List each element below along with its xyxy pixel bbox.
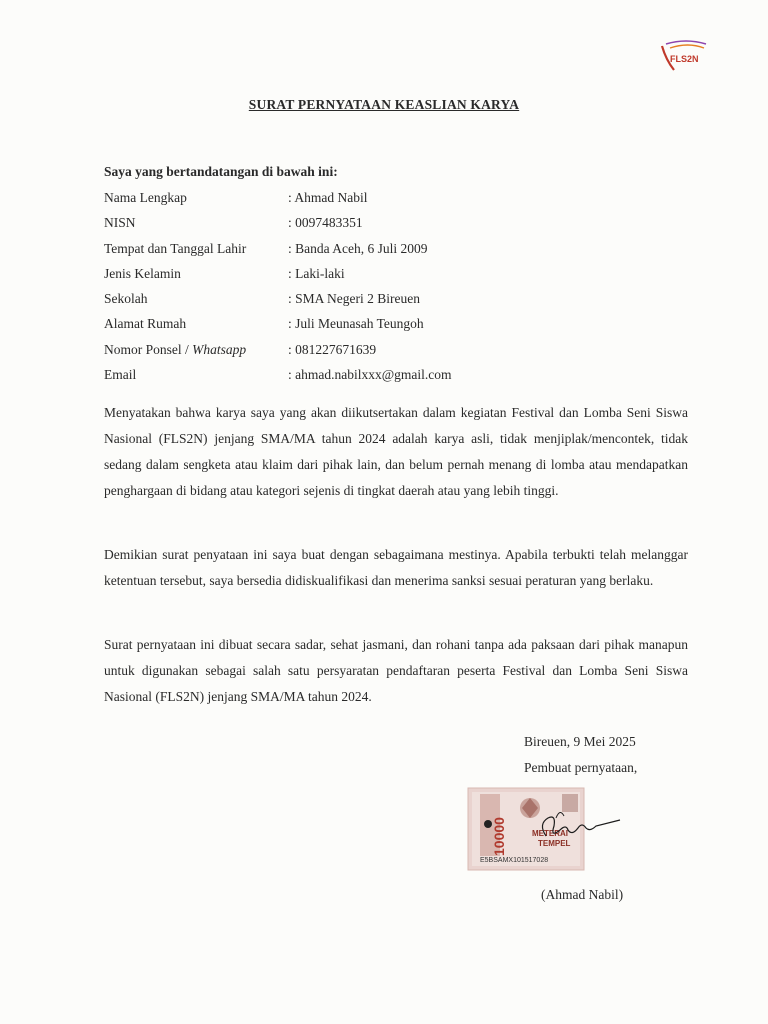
field-value: : 0097483351 bbox=[288, 215, 363, 231]
svg-text:FLS2N: FLS2N bbox=[670, 54, 699, 64]
fls2n-logo bbox=[656, 38, 712, 74]
svg-text:TEMPEL: TEMPEL bbox=[538, 839, 571, 848]
field-label: Nama Lengkap bbox=[104, 190, 187, 205]
whatsapp-italic: Whatsapp bbox=[192, 341, 247, 357]
document-title: SURAT PERNYATAAN KEASLIAN KARYA bbox=[248, 97, 520, 112]
field-label: NISN bbox=[104, 215, 136, 231]
consent-paragraph: Surat pernyataan ini dibuat secara sadar, sehat jasmani, dan rohani tanpa ada paksaan dari pihak manapun untuk digunakan sebagai salah satu persyaratan pendaftaran peserta Festival dan Lomba Seni Siswa Nasional (FLS2N) jenjang SMA/MA tahun 2024. bbox=[104, 637, 688, 704]
field-label: Tempat dan Tanggal Lahir bbox=[104, 240, 247, 256]
closing-paragraph: Demikian surat penyataan ini saya buat dengan sebagaimana mestinya. Apabila terbukti telah melanggar ketentuan tersebut, saya bersedia didiskualifikasi dan menerima sanksi sesuai peraturan yang berlaku. bbox=[104, 547, 688, 588]
field-value: : 081227671639 bbox=[288, 341, 377, 357]
field-label: Email bbox=[104, 367, 137, 383]
statement-paragraph: Menyatakan bahwa karya saya yang akan diikutsertakan dalam kegiatan Festival dan Lomba Seni Siswa Nasional (FLS2N) jenjang SMA/MA tahun 2024 adalah karya asli, tidak menjiplak/mencontek, tidak sedang dalam sengketa atau klaim dari pihak lain, dan belum pernah menang di lomba atau mendapatkan penghargaan di bidang atau kategori sejenis di tingkat daerah atau yang lebih tinggi. bbox=[104, 405, 688, 498]
field-value: : Laki-laki bbox=[288, 265, 345, 281]
svg-text:10000: 10000 bbox=[491, 817, 507, 856]
maker-label: Pembuat pernyataan, bbox=[524, 760, 638, 775]
svg-text:METERAI: METERAI bbox=[532, 829, 568, 838]
signature bbox=[516, 800, 626, 850]
intro-text: Saya yang bertandatangan di bawah ini: bbox=[104, 164, 338, 179]
svg-text:E5BSAMX101517028: E5BSAMX101517028 bbox=[480, 857, 549, 864]
field-value: : Juli Meunasah Teungoh bbox=[288, 316, 424, 332]
place-date: Bireuen, 9 Mei 2025 bbox=[524, 734, 636, 749]
field-value: : Banda Aceh, 6 Juli 2009 bbox=[288, 240, 428, 256]
field-label: Sekolah bbox=[104, 291, 148, 307]
field-value: : Ahmad Nabil bbox=[288, 190, 368, 205]
field-value: : ahmad.nabilxxx@gmail.com bbox=[288, 367, 452, 383]
field-label: Jenis Kelamin bbox=[104, 265, 181, 281]
field-label: Nomor Ponsel / Whatsapp bbox=[104, 341, 247, 357]
field-label: Alamat Rumah bbox=[104, 316, 187, 332]
field-value: : SMA Negeri 2 Bireuen bbox=[288, 291, 420, 307]
signer-name: (Ahmad Nabil) bbox=[541, 887, 624, 902]
